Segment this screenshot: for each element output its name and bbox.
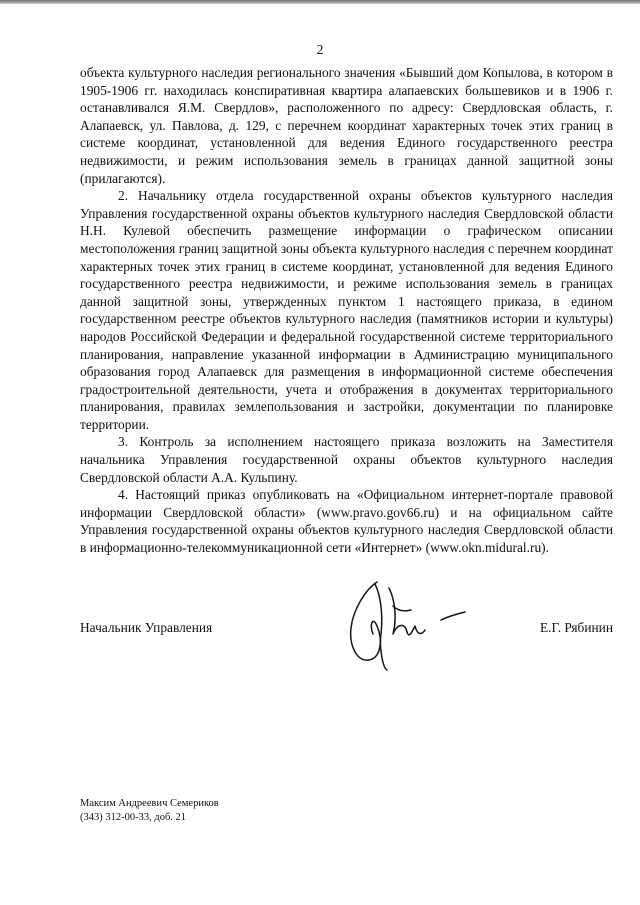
executor-phone: (343) 312-00-33, доб. 21 (80, 812, 187, 823)
executor-name: Максим Андреевич Семериков (80, 798, 219, 809)
paragraph-item-4: 4. Настоящий приказ опубликовать на «Официальном интернет-портале правовой информации Свердловской области» (www.pravo.gov66.ru) и на официальном сайте Управления государственной охраны объектов культурного наследия Свердловской области в информационно-телекоммуникационной сети «Интернет» (www.okn.midural.ru). (80, 487, 613, 556)
paragraph-item-3: 3. Контроль за исполнением настоящего приказа возложить на Заместителя начальника Управления государственной охраны объектов культурного наследия Свердловской области А.А. Кульпину. (80, 434, 613, 485)
paragraph-continuation: объекта культурного наследия регионального значения «Бывший дом Копылова, в котором в 1905-1906 гг. находилась конспиративная квартира алапаевских большевиков и в 1906 г. останавливался Я.М. Свердлов», расположенного по адресу: Свердловская область, г. Алапаевск, ул. Павлова, д. 129, с перечнем координат характерных точек этих границ в системе координат, установленной для ведения Единого государственного реестра недвижимости, и режим использования земель в границах данной защитной зоны (прилагаются). (80, 65, 613, 186)
paragraph-item-2: 2. Начальнику отдела государственной охраны объектов культурного наследия Управления государственной охраны объектов культурного наследия Свердловской области Н.Н. Кулевой обеспечить размещение информации о графическом описании местоположения границ защитной зоны объекта культурного наследия с перечнем координат характерных точек этих границ в системе координат, установленной для ведения Единого государственного реестра недвижимости, и режиме использования земель в границах данной защитной зоны, утвержденных пунктом 1 настоящего приказа, в едином государственном реестре объектов культурного наследия (памятников истории и культуры) народов Российской Федерации и федеральной государственной системе территориального планирования, направление указанной информации в Администрацию муниципального образования город Алапаевск для размещения в информационной системе обеспечения градостроительной деятельности, учета и отображения в документах территориального планирования, правилах землепользования и застройки, документации по планировке территории. (80, 188, 613, 432)
signer-name: Е.Г. Рябинин (539, 620, 613, 635)
executor-info (80, 797, 219, 825)
document-body (80, 64, 613, 557)
signer-title: Начальник Управления (80, 620, 213, 635)
handwritten-signature (345, 576, 475, 672)
page-number: 2 (316, 42, 324, 57)
scan-edge (0, 0, 640, 4)
